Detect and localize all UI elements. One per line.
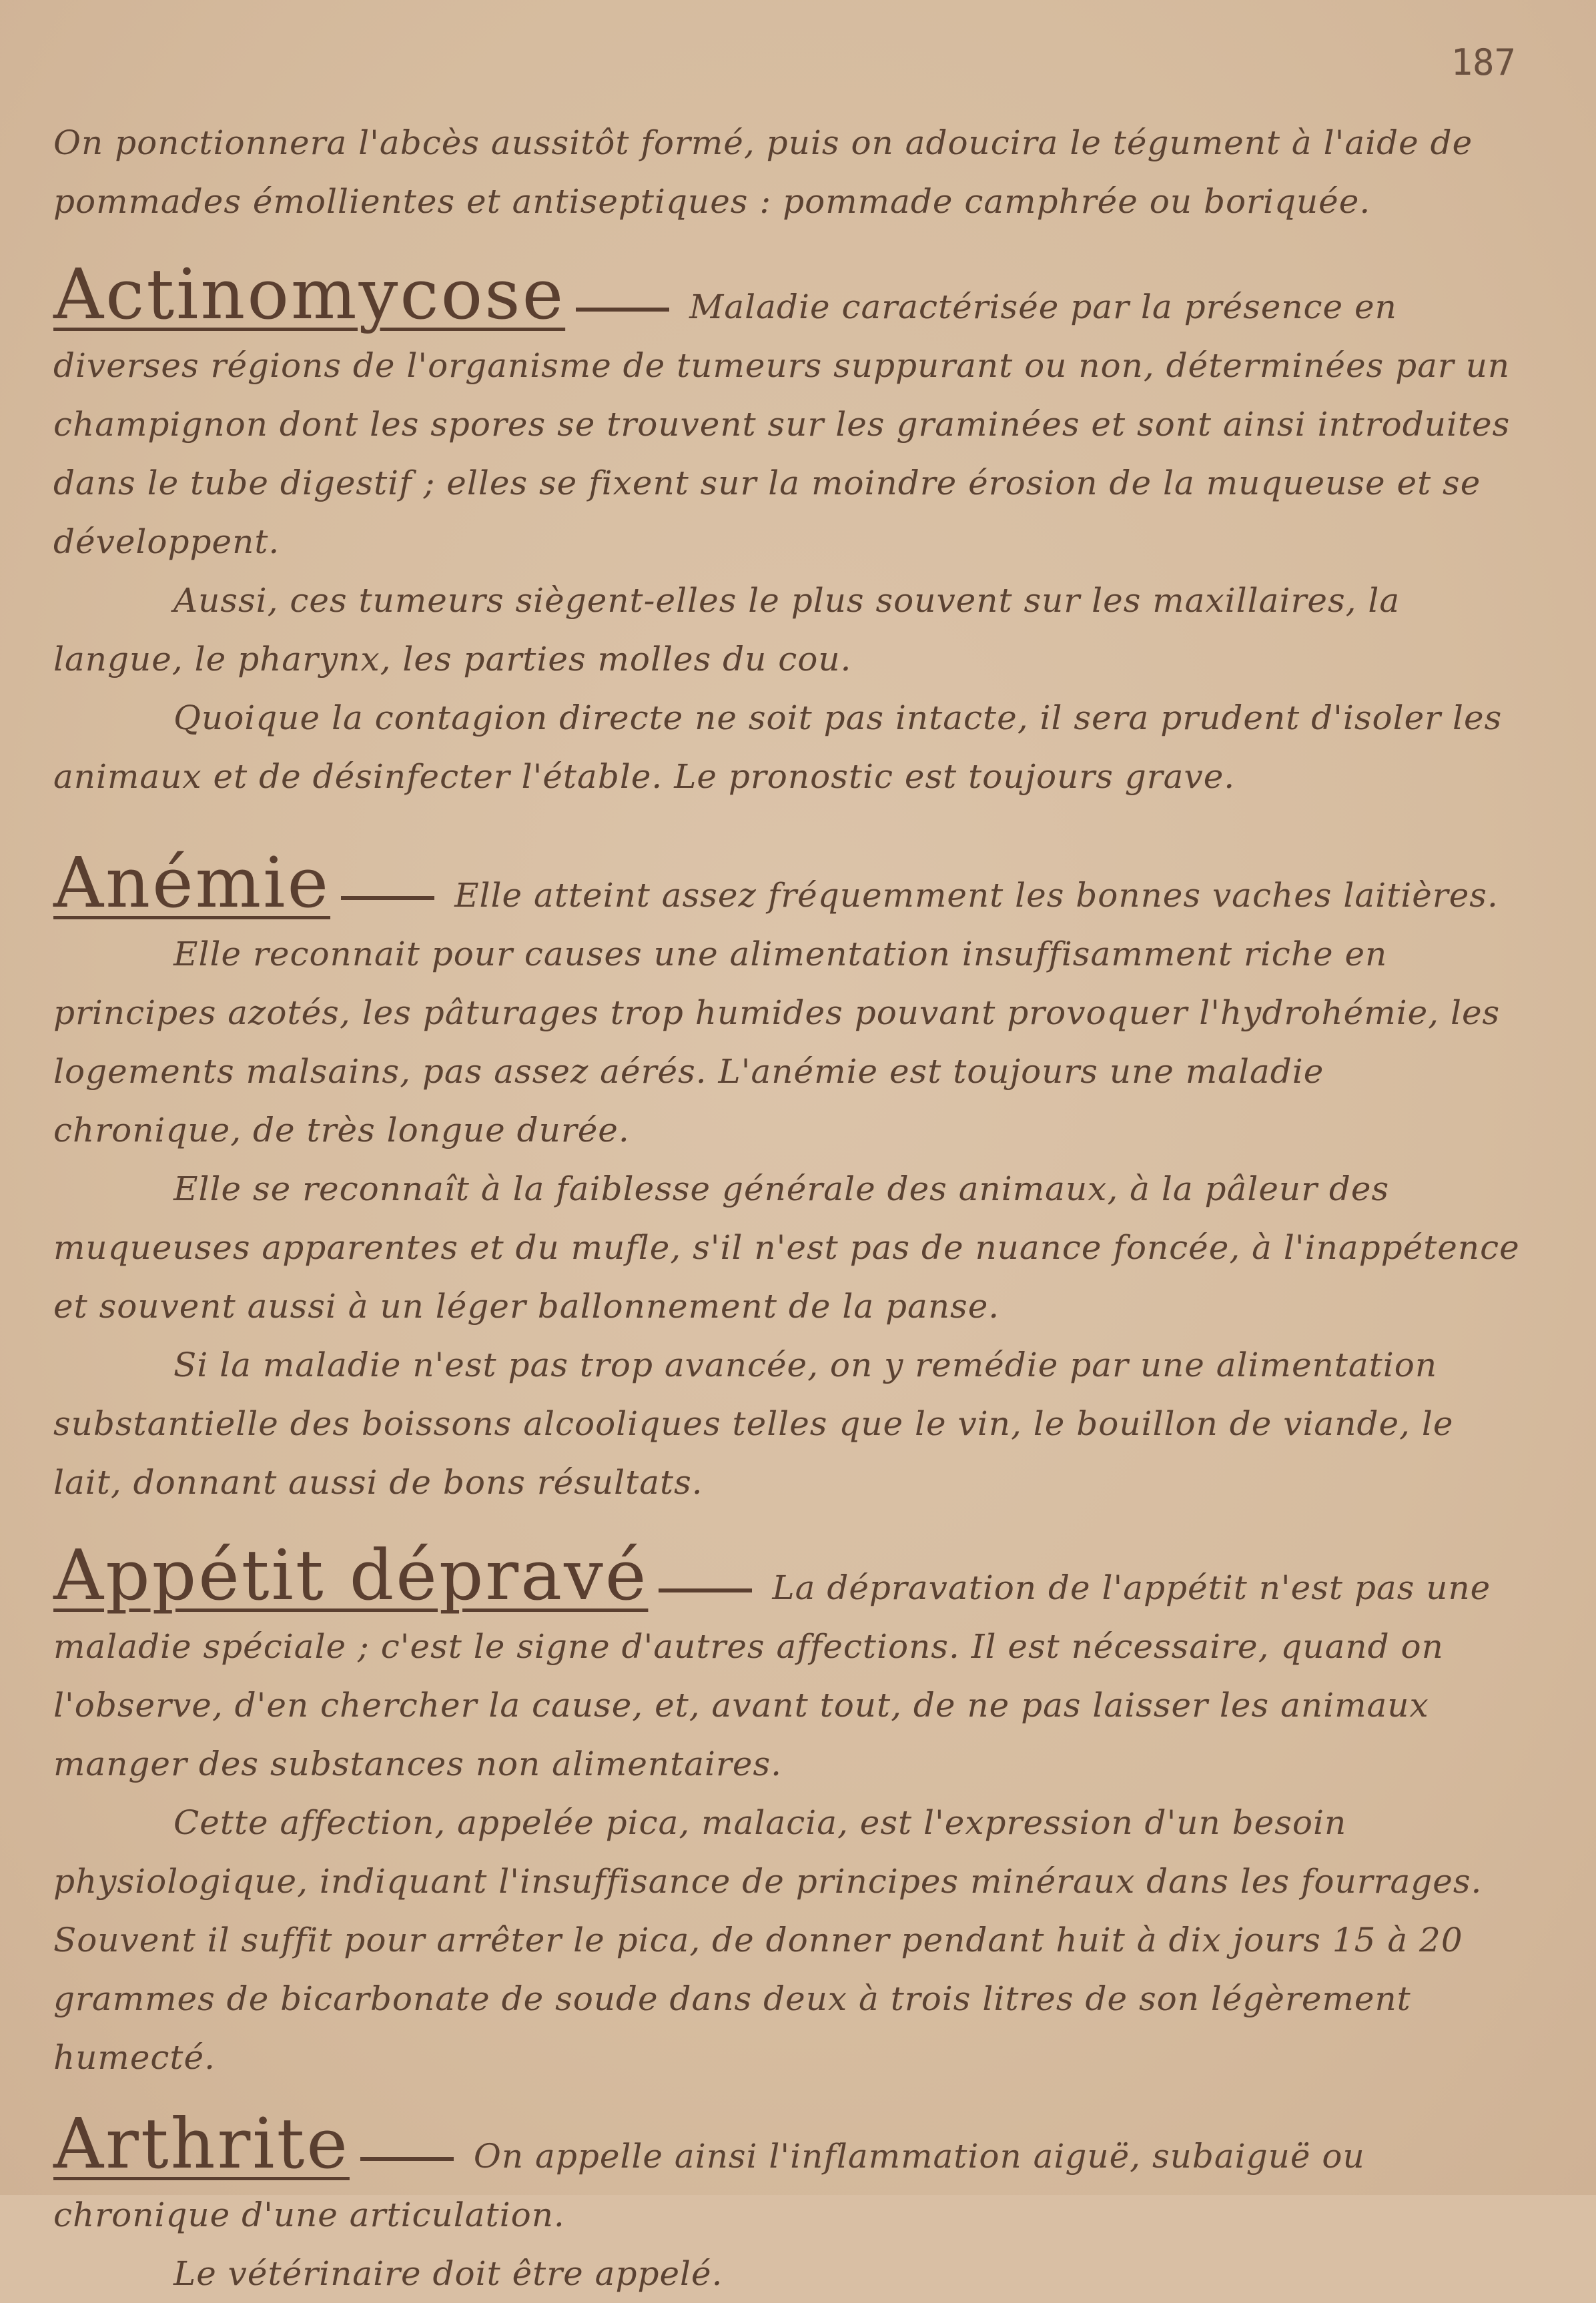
heading-dash	[576, 308, 669, 312]
page-number: 187	[1451, 41, 1516, 83]
section-appetit-deprave	[53, 1534, 1521, 2087]
heading-dash	[360, 2157, 454, 2161]
section-heading: Arthrite	[53, 2103, 350, 2184]
section-heading: Actinomycose	[53, 254, 566, 335]
paragraph: Cette affection, appelée pica, malacia, est l'expression d'un besoin physiologique, indiquant l'insuffisance de principes minéraux dans les fourrages. Souvent il suffit pour arrêter le pica, de donner pendant huit à dix jours 15 à 20 grammes de bicarbonate de soude dans deux à trois litres de son légèrement humecté.	[53, 1803, 1483, 2077]
paragraph-text: Elle atteint assez fréquemment les bonnes vaches laitières.	[454, 876, 1499, 915]
section-heading: Anémie	[53, 842, 331, 923]
page-content	[53, 113, 1521, 2303]
paragraph: Le vétérinaire doit être appelé.	[173, 2254, 723, 2293]
intro-paragraph: On ponctionnera l'abcès aussitôt formé, puis on adoucira le tégument à l'aide de pommades émollientes et antiseptiques : pommade camphrée ou boriquée.	[53, 123, 1473, 221]
section-first-paragraph	[53, 2103, 1521, 2244]
section-first-paragraph	[53, 842, 1521, 925]
section-first-paragraph	[53, 1534, 1521, 1793]
section-heading: Appétit dépravé	[53, 1534, 649, 1616]
section-anemie	[53, 842, 1521, 1512]
section-actinomycose	[53, 254, 1521, 806]
paragraph: Elle reconnait pour causes une alimentation insuffisamment riche en principes azotés, les pâturages trop humides pouvant provoquer l'hydrohémie, les logements malsains, pas assez aérés. L'anémie est toujours une maladie chronique, de très longue durée.	[53, 935, 1501, 1149]
paragraph: Quoique la contagion directe ne soit pas intacte, il sera prudent d'isoler les animaux et de désinfecter l'étable. Le pronostic est toujours grave.	[53, 699, 1503, 796]
paragraph-text: Maladie caractérisée par la présence en diverses régions de l'organisme de tumeurs suppurant ou non, déterminées par un champignon dont les spores se trouvent sur les graminées et sont ainsi introduites dans le tube digestif ; elles se fixent sur la moindre érosion de la muqueuse et se développent.	[53, 288, 1511, 561]
section-arthrite	[53, 2103, 1521, 2303]
paragraph-text: La dépravation de l'appétit n'est pas une maladie spéciale ; c'est le signe d'autres affections. Il est nécessaire, quand on l'observe, d'en chercher la cause, et, avant tout, de ne pas laisser les animaux manger des substances non alimentaires.	[53, 1568, 1491, 1783]
paragraph: Elle se reconnaît à la faiblesse générale des animaux, à la pâleur des muqueuses apparentes et du mufle, s'il n'est pas de nuance foncée, à l'inappétence et souvent aussi à un léger ballonnement de la panse.	[53, 1170, 1520, 1326]
paragraph: Aussi, ces tumeurs siègent-elles le plus souvent sur les maxillaires, la langue, le pharynx, les parties molles du cou.	[53, 581, 1401, 678]
heading-dash	[659, 1588, 752, 1592]
paragraph: Si la maladie n'est pas trop avancée, on y remédie par une alimentation substantielle des boissons alcooliques telles que le vin, le bouillon de viande, le lait, donnant aussi de bons résultats.	[53, 1346, 1454, 1502]
section-first-paragraph	[53, 254, 1521, 571]
paragraph-text: On appelle ainsi l'inflammation aiguë, subaiguë ou chronique d'une articulation.	[53, 2137, 1365, 2234]
heading-dash	[341, 896, 434, 900]
